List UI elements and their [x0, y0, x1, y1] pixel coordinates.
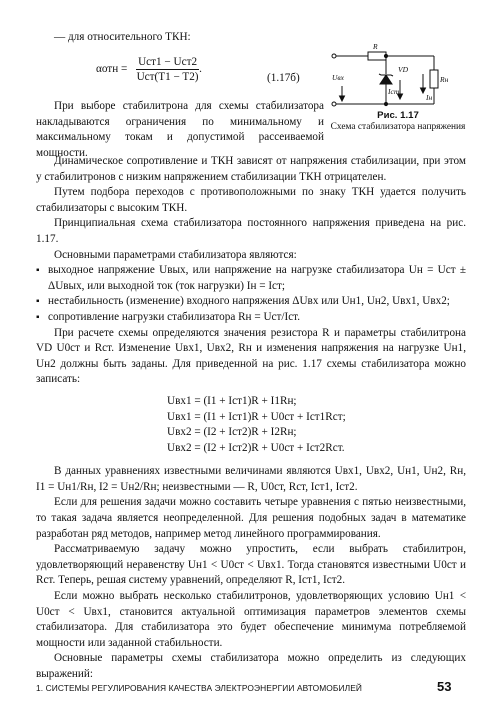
paragraph-11: Основные параметры схемы стабилизатора можно определить из следующих выражений: [36, 652, 466, 680]
paragraph-4: Принципиальная схема стабилизатора постоянного напряжения приведена на рис. 1.17. [36, 217, 466, 245]
zener-diode-vd [380, 75, 392, 84]
page-number: 53 [437, 679, 452, 694]
formula-number: (1.17б) [267, 72, 300, 84]
formula-fraction [136, 56, 199, 83]
list-item: ▪ сопротивление нагрузки стабилизатора Rн = Uст/Iст. [36, 310, 466, 326]
equation-line: Uвх1 = (I1 + Iст1)R + U0ст + Iст1Rст; [167, 410, 346, 423]
label-ist: Iст [388, 87, 400, 96]
tkn-formula [96, 56, 202, 83]
relative-tkn-label: — для относительного ТКН: [54, 31, 191, 43]
input-terminal-bottom [332, 102, 336, 106]
text-column-main [36, 154, 466, 683]
equation-line: Uвх2 = (I2 + Iст2)R + I2Rн; [167, 426, 297, 439]
running-footer: 1. СИСТЕМЫ РЕГУЛИРОВАНИЯ КАЧЕСТВА ЭЛЕКТРОЭНЕРГИИ АВТОМОБИЛЕЙ [36, 683, 363, 693]
load-resistor-rn [430, 70, 438, 88]
formula-denominator: Uст(T1 − T2) [136, 71, 199, 83]
stabilizer-circuit-diagram [330, 44, 470, 110]
figure-caption [328, 110, 468, 133]
formula-lhs: αотн = [96, 63, 128, 76]
formula-numerator: Uст1 − Uст2 [138, 56, 198, 68]
parameter-list [36, 263, 466, 325]
formula-tail: . [199, 63, 202, 76]
paragraph-3: Путем подбора переходов с противоположными по знаку ТКН удается получить стабилизаторы с высоким ТКН. [36, 186, 466, 214]
list-item: ▪ выходное напряжение Uвых, или напряжение на нагрузке стабилизатора Uн = Uст ± ΔUвых, или выходной ток (ток нагрузки) Iн = Iст; [36, 263, 466, 294]
label-uvx: Uвх [332, 73, 345, 82]
paragraph-7: В данных уравнениях известными величинами являются Uвх1, Uвх2, Uн1, Uн2, Rн, I1 = Uн1/Rн, I2 = Uн2/Rн; неизвестными — R, U0ст, Rст, Iст1, Iст2. [36, 465, 466, 493]
paragraph-10: Если можно выбрать несколько стабилитронов, удовлетворяющих условию Uн1 < U0ст < Uвх1, становится актуальной оптимизация параметров элементов схемы стабилизатора. Для стабилизатора это будет обеспечение минимума потребляемой мощности или заданной стабильности. [36, 590, 466, 649]
label-vd: VD [398, 65, 408, 74]
in-arrow [421, 88, 426, 93]
paragraph-8: Если для решения задачи можно составить четыре уравнения с пятью неизвестными, то такая задача является неопределенной. Для решения подобных задач в математике разработан ряд методов, например метод линейного программирования. [36, 496, 466, 540]
input-terminal-top [332, 54, 336, 58]
paragraph-2: Динамическое сопротивление и ТКН зависят от напряжения стабилизации, при этом у стабилитронов с низким напряжением стабилизации ТКН отрицателен. [36, 155, 466, 183]
equation-line: Uвх2 = (I2 + Iст2)R + U0ст + Iст2Rст. [167, 441, 345, 454]
text-column-narrow [36, 99, 324, 161]
figure-caption-title: Рис. 1.17 [377, 110, 419, 121]
label-rn: Rн [440, 75, 449, 84]
paragraph-1: При выборе стабилитрона для схемы стабилизатора накладываются ограничения по минимальному и максимальному токам и допустимой рассеиваемой мощности. [36, 100, 324, 159]
paragraph-6: При расчете схемы определяются значения резистора R и параметры стабилитрона VD U0ст и Rст. Изменение Uвх1, Uвх2, Rн и изменения напряжения на нагрузке Uн1, Uн2 должны быть заданы. Для приведенной на рис. 1.17 схемы стабилизатора можно записать: [36, 326, 466, 386]
resistor-r [368, 52, 386, 60]
list-item: ▪ нестабильность (изменение) входного напряжения ΔUвх или Uн1, Uн2, Uвх1, Uвх2; [36, 294, 466, 310]
paragraph-9: Рассматриваемую задачу можно упростить, если выбрать стабилитрон, удовлетворяющий неравенству Uн1 < U0ст < Uвх1. Тогда становятся известными U0ст и Rст. Теперь, решая систему уравнений, определяют R, Iст1, Iст2. [36, 543, 466, 587]
label-in: Iн [426, 93, 433, 102]
figure-caption-text: Схема стабилизатора напряжения [330, 122, 466, 133]
equation-line: Uвх1 = (I1 + Iст1)R + I1Rн; [167, 394, 297, 407]
label-r: R [373, 44, 378, 51]
equation-system [36, 394, 466, 456]
paragraph-5: Основными параметрами стабилизатора являются: [54, 248, 297, 261]
